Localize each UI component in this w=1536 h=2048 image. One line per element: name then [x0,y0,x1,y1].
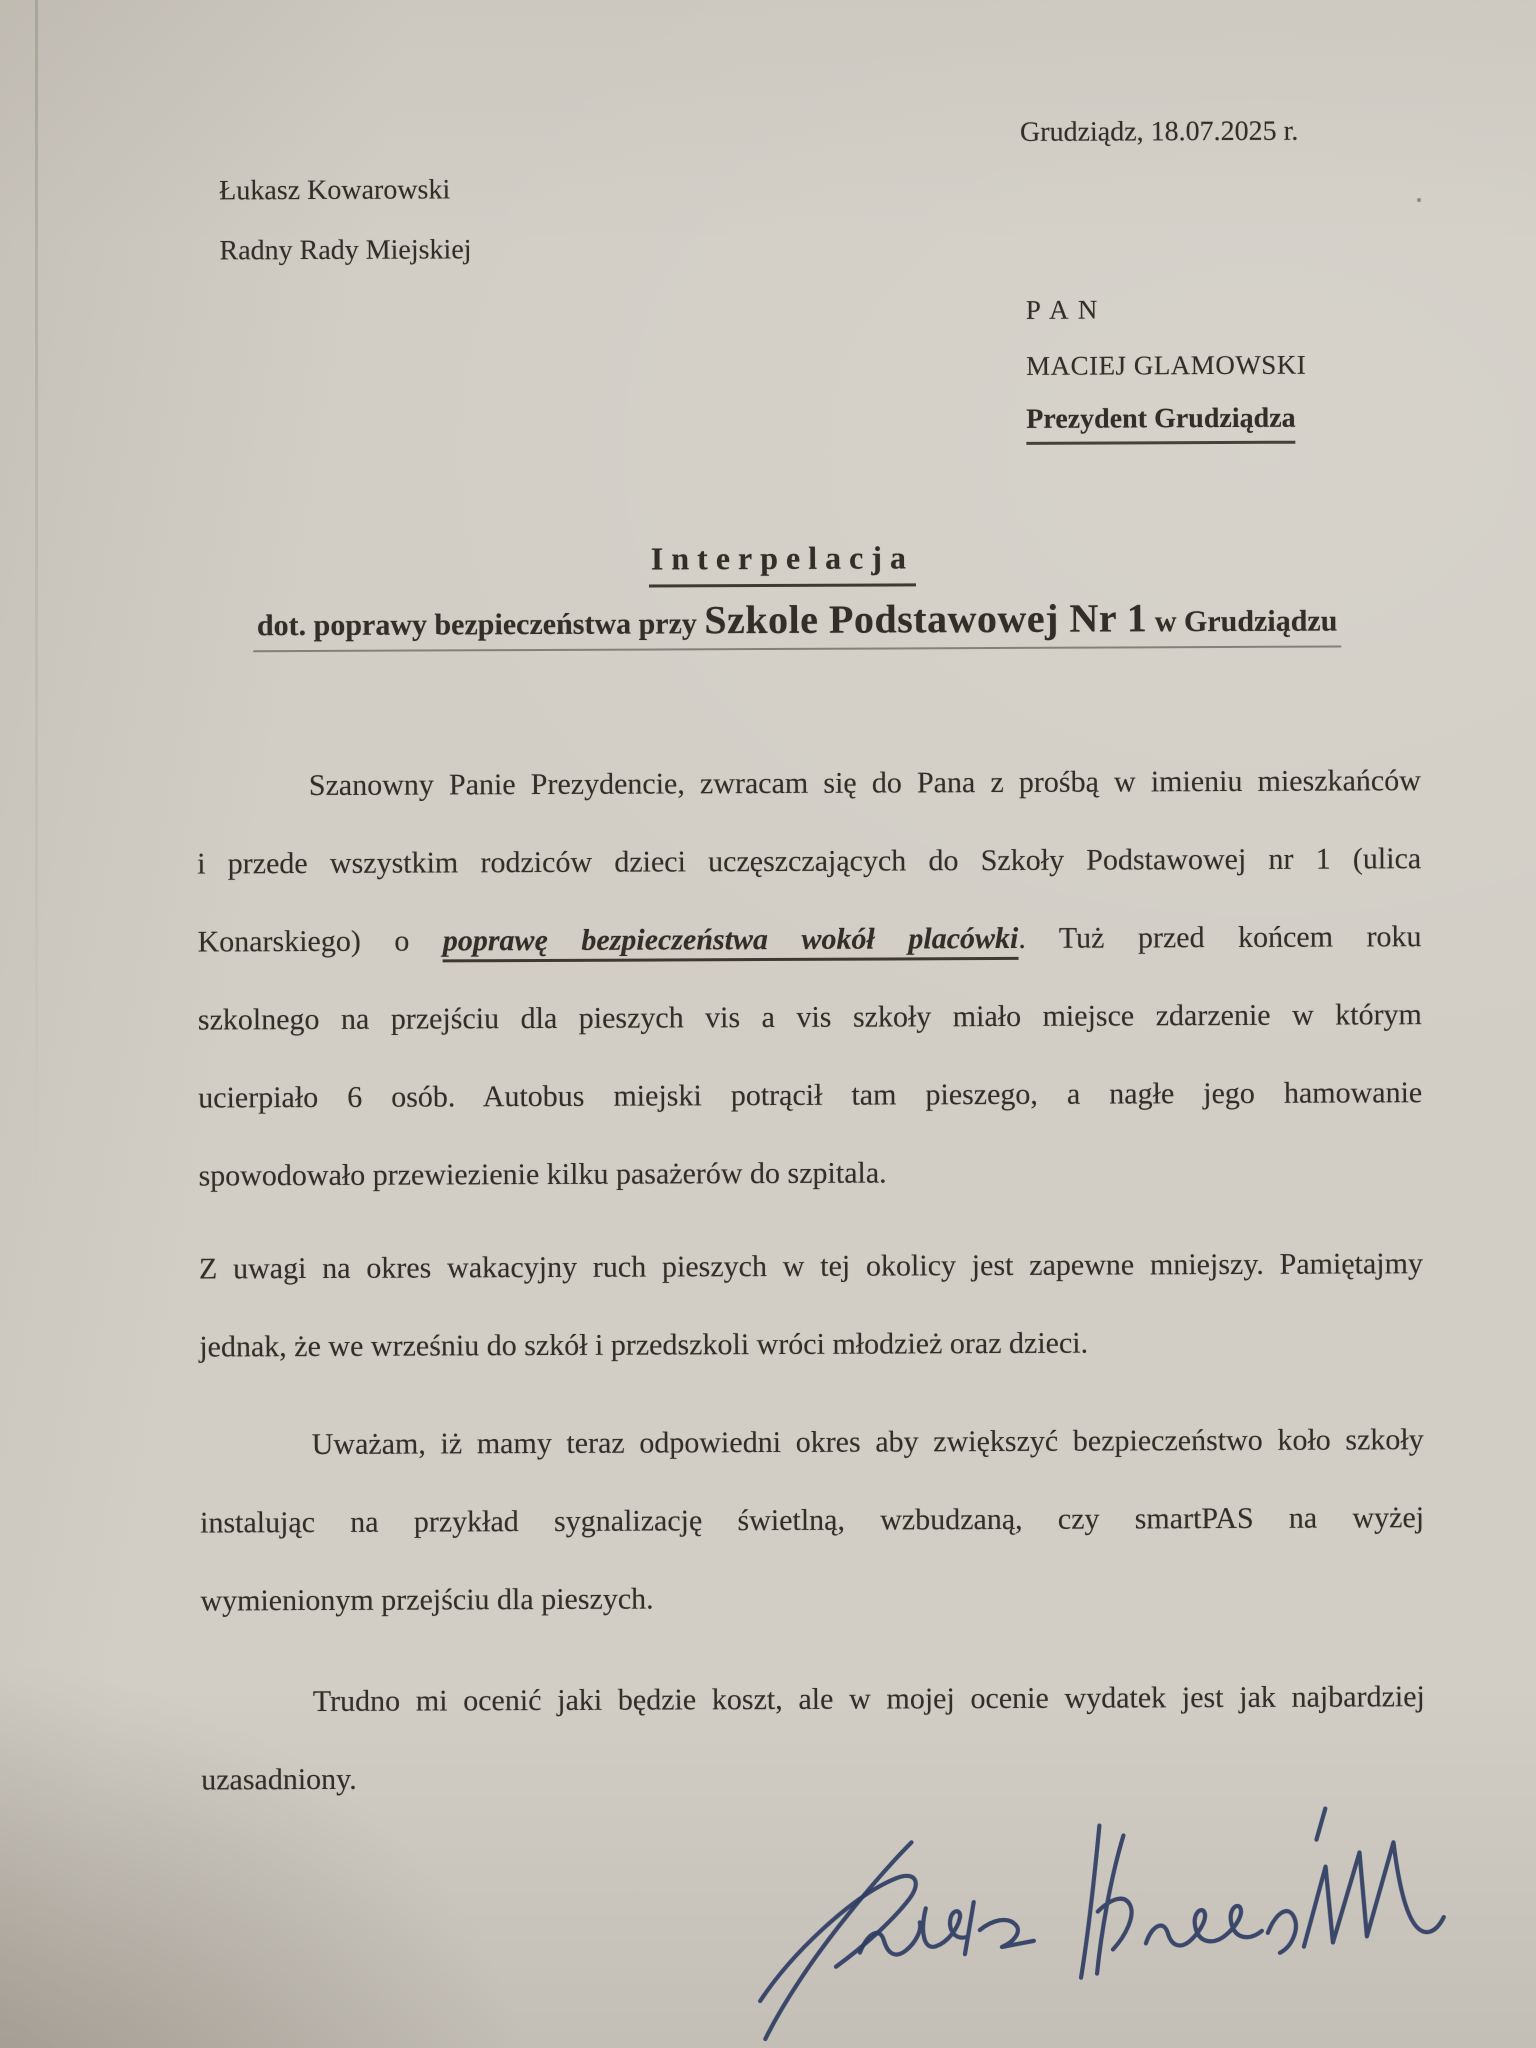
sender-block [219,173,471,268]
body-line: jednak, że we wrześniu do szkół i przedszkoli wróci młodzież oraz dzieci. [199,1326,1089,1364]
body-line: Szanowny Panie Prezydencie, zwracam się do Pana z prośbą w imieniu mieszkańców [308,764,1421,803]
body-text: . Tuż przed końcem roku [1018,920,1422,955]
recipient-role: Prezydent Grudziądza [1026,400,1296,445]
body-line: instalując na przykład sygnalizację świetlną, wzbudzaną, czy smartPAS na wyżej [199,1501,1425,1540]
body-line: Trudno mi ocenić jaki będzie koszt, ale w mojej ocenie wydatek jest jak najbardziej [312,1680,1425,1718]
recipient-block [1026,290,1307,445]
subject-emphasis: Szkole Podstawowej Nr 1 [704,595,1148,643]
recipient-name: MACIEJ GLAMOWSKI [1025,349,1307,381]
body-line: szkolnego na przejściu dla pieszych vis a vis szkoły miało miejsce zdarzenie w którym [197,998,1422,1037]
body-line: i przede wszystkim rodziców dzieci uczęszczających do Szkoły Podstawowej nr 1 (ulica [197,842,1422,881]
body-text: Konarskiego) o [197,924,443,959]
body-line: uzasadniony. [201,1762,357,1797]
letter-title: Interpelacja [649,537,916,587]
sender-role: Radny Rady Miejskiej [219,234,472,267]
body-line: spowodowało przewiezienie kilku pasażerów do szpitala. [198,1156,887,1193]
letter-body [197,742,1426,1819]
emphasized-phrase: poprawę bezpieczeństwa wokół placówki [443,922,1019,963]
subject-suffix: w Grudziądzu [1147,604,1338,639]
body-line: Uważam, iż mamy teraz odpowiedni okres aby zwiększyć bezpieczeństwo koło szkoły [311,1423,1424,1461]
subject-line [0,593,1535,654]
subject-prefix: dot. poprawy bezpieczeństwa przy [256,607,705,643]
subject-underlined [253,593,1342,652]
body-line: Z uwagi na okres wakacyjny ruch pieszych w tej okolicy jest zapewne mniejszy. Pamiętajmy [198,1247,1424,1286]
paragraph-3 [200,1401,1425,1640]
recipient-salutation: P A N [1025,294,1100,325]
body-line: wymienionym przejściu dla pieszych. [200,1582,654,1618]
body-line: ucierpiało 6 osób. Autobus miejski potrącił tam pieszego, a nagłe jego hamowanie [198,1076,1423,1115]
paragraph-1 [197,742,1423,1215]
title-wrap [649,537,916,587]
body-line [197,898,1421,981]
sender-name: Łukasz Kowarowski [219,174,451,207]
date-line: Grudziądz, 18.07.2025 r. [1019,115,1299,148]
paragraph-2 [199,1225,1424,1386]
handwritten-signature [559,1782,1470,2048]
